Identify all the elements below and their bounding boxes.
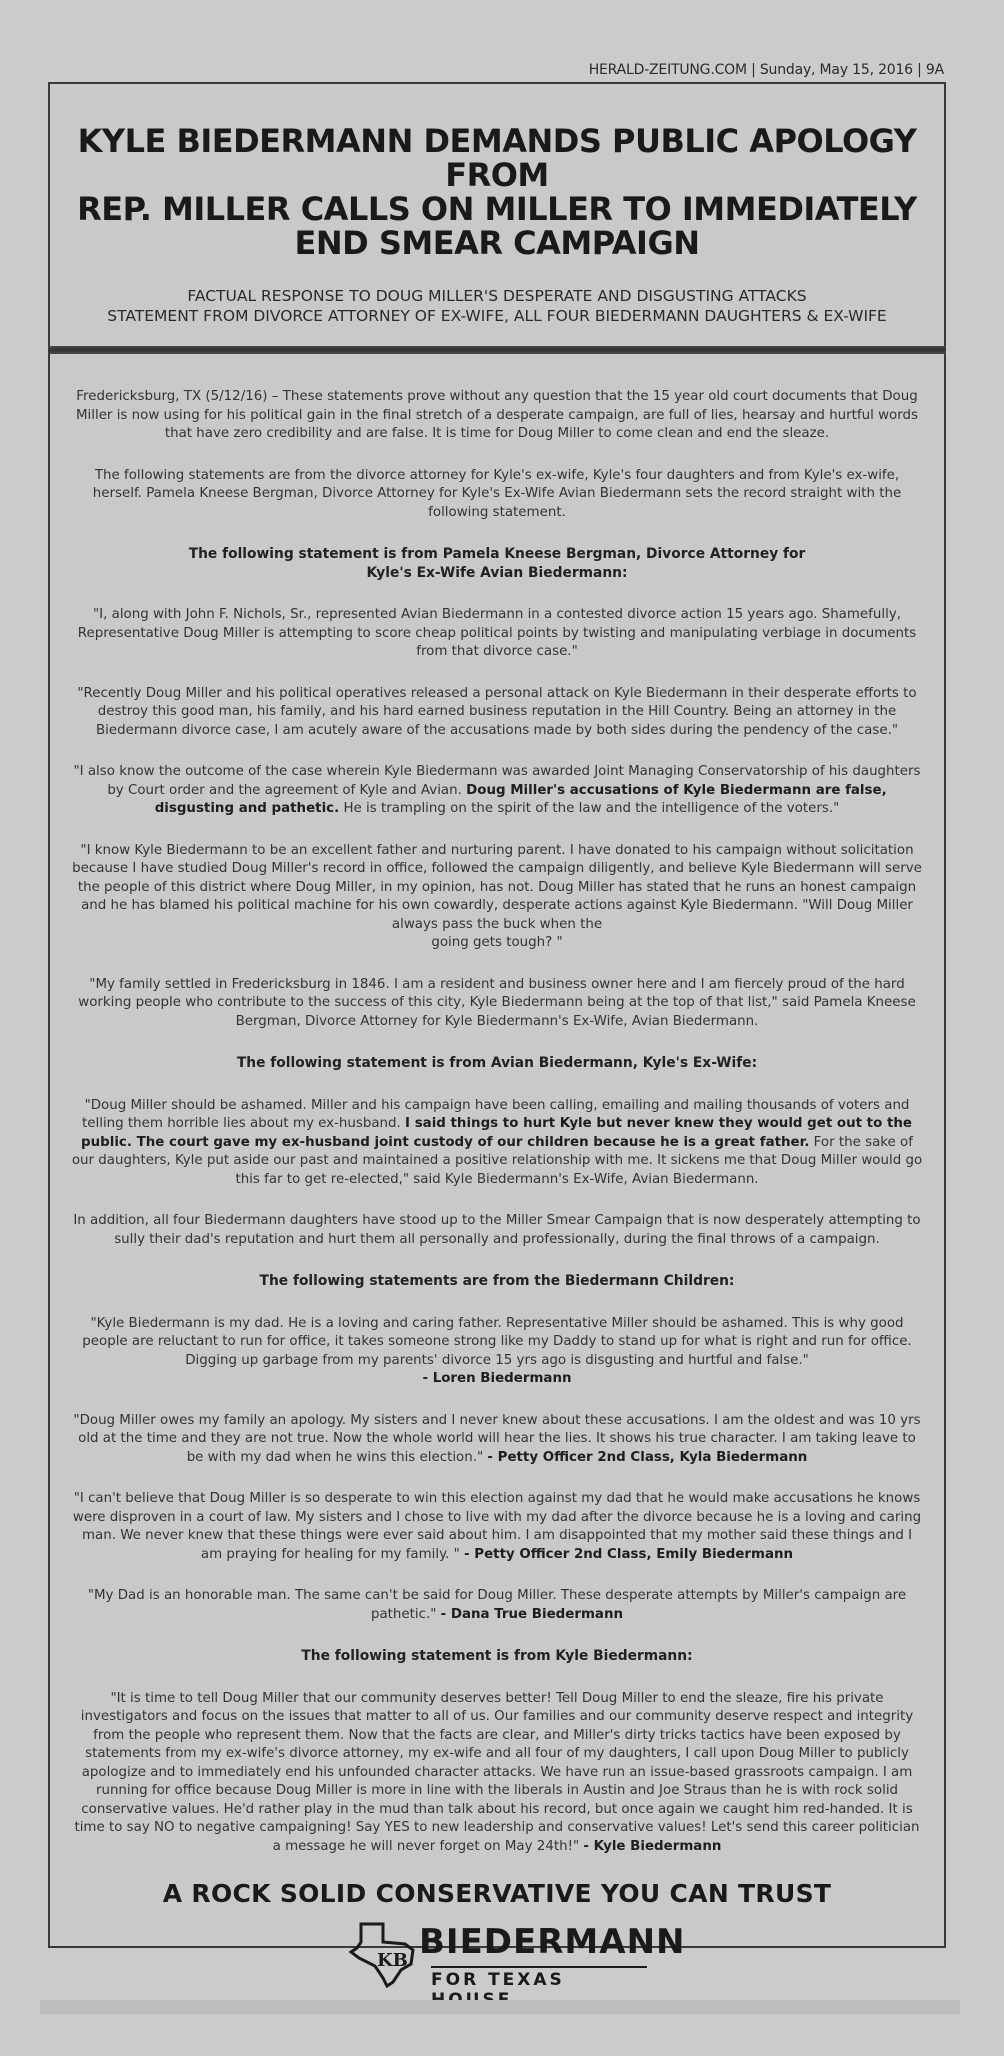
intro-paragraph: Fredericksburg, TX (5/12/16) – These statements prove without any question that the 15 year old court documents that Doug Miller is now using for his political gain in the final stretch of a desperate campaign, are full of lies, hearsay and hurtful words that have zero credibility and are false. It is time for Doug Miller to come clean and end the sleaze. bbox=[75, 389, 918, 441]
daughters-intro: In addition, all four Biedermann daughters have stood up to the Miller Smear Campaign that is now desperately attempting to sully their dad's reputation and hurt them all personally and professionally, during the final throws of a campaign. bbox=[73, 1213, 921, 1247]
section-heading-kyle: The following statement is from Kyle Biedermann: bbox=[301, 1648, 693, 1664]
attorney-quote-1: "I, along with John F. Nichols, Sr., represented Avian Biedermann in a contested divorce action 15 years ago. Shamefully, Representative Doug Miller is attempting to score cheap political points by twisting and manipulating verbiage in documents from that divorce case." bbox=[77, 607, 917, 659]
newspaper-header: HERALD-ZEITUNG.COM | Sunday, May 15, 2016 | 9A bbox=[588, 62, 944, 78]
emily-quote: "I can't believe that Doug Miller is so desperate to win this election against my dad that he would make accusations he knows were disproven in a court of law. My sisters and I chose to live with my dad after the divorce because he is a loving and caring man. We never knew that these things were ever said about him. I am disappointed that my mother said these things and I am praying for healing for my family. " - Petty Officer 2nd Class, Emily Biedermann bbox=[72, 1491, 922, 1562]
attorney-quote-3: "I also know the outcome of the case wherein Kyle Biedermann was awarded Joint Managing Conservatorship of his daughters by Court order and the agreement of Kyle and Avian. Doug Miller's accusations of Kyle Biedermann are false, disgusting and pathetic. He is trampling on the spirit of the law and the intelligence of the voters." bbox=[73, 764, 921, 816]
divider-rule bbox=[48, 346, 946, 354]
exwife-quote: "Doug Miller should be ashamed. Miller and his campaign have been calling, emailing and mailing thousands of voters and telling them horrible lies about my ex-husband. I said things to hurt Kyle but never knew they would get out to the public. The court gave my ex-husband joint custody of our children because he is a great father. For the sake of our daughters, Kyle put aside our past and maintained a positive relationship with me. It sickens me that Doug Miller would go this far to get re-elected," said Kyle Biedermann's Ex-Wife, Avian Biedermann. bbox=[71, 1097, 923, 1187]
loren-quote: "Kyle Biedermann is my dad. He is a loving and caring father. Representative Miller should be ashamed. This is why good people are reluctant to run for office, it takes someone strong like my Daddy to stand up for what is right and run for office. Digging up garbage from my parents' divorce 15 yrs ago is disgusting and hurtful and false." - Loren Biedermann bbox=[82, 1315, 912, 1386]
section-heading-exwife: The following statement is from Avian Biedermann, Kyle's Ex-Wife: bbox=[236, 1055, 758, 1071]
ad-body bbox=[50, 354, 944, 1856]
attorney-quote-4: "I know Kyle Biedermann to be an excellent father and nurturing parent. I have donated to his campaign without solicitation because I have studied Doug Miller's record in office, followed the campaign diligently, and believe Kyle Biedermann will serve the people of this district where Doug Miller, in my opinion, has not. Doug Miller has stated that he runs an honest campaign and he has blamed his political machine for his own cowardly, desperate actions against Kyle Biedermann. "Will Doug Miller always pass the buck when the going gets tough? " bbox=[72, 842, 922, 950]
attorney-quote-5: "My family settled in Fredericksburg in 1846. I am a resident and business owner here and I am fiercely proud of the hard working people who contribute to the success of this city, Kyle Biedermann being at the top of that list," said Pamela Kneese Bergman, Divorce Attorney for Kyle Biedermann's Ex-Wife, Avian Biedermann. bbox=[78, 976, 916, 1029]
tagline: A ROCK SOLID CONSERVATIVE YOU CAN TRUST bbox=[162, 1879, 832, 1908]
ad-headline: KYLE BIEDERMANN DEMANDS PUBLIC APOLOGY FROM REP. MILLER CALLS ON MILLER TO IMMEDIATELY END SMEAR CAMPAIGN bbox=[77, 122, 917, 262]
logo-subtitle: FOR TEXAS bbox=[431, 1966, 647, 2010]
section-heading-attorney: The following statement is from Pamela Kneese Bergman, Divorce Attorney for Kyle's Ex-Wife Avian Biedermann: bbox=[188, 546, 806, 581]
kyla-quote: "Doug Miller owes my family an apology. My sisters and I never knew about these accusations. I am the oldest and was 10 yrs old at the time and they are not true. Now the whole world will hear the lies. It shows his true character. I am taking leave to be with my dad when he wins this election." - Petty Officer 2nd Class, Kyla Biedermann bbox=[73, 1412, 921, 1465]
ad-subhead: FACTUAL RESPONSE TO DOUG MILLER'S DESPERATE AND DISGUSTING ATTACKS STATEMENT FROM DIVORCE ATTORNEY OF EX-WIFE, ALL FOUR BIEDERMANN DAUGHTERS & EX-WIFE bbox=[107, 287, 887, 325]
section-heading-children: The following statements are from the Biedermann Children: bbox=[259, 1273, 735, 1289]
dana-quote: "My Dad is an honorable man. The same can't be said for Doug Miller. These desperate attempts by Miller's campaign are pathetic." - Dana True Biedermann bbox=[87, 1588, 907, 1622]
kyle-quote: "It is time to tell Doug Miller that our community deserves better! Tell Doug Miller to end the sleaze, fire his private investigators and focus on the issues that matter to all of us. Our families and our community deserve respect and integrity from the people who represent them. Now that the facts are clear, and Miller's dirty tricks tactics have been exposed by statements from my ex-wife's divorce attorney, my ex-wife and all four of my daughters, I call upon Doug Miller to publicly apologize and to immediately end his unfounded character attacks. We have run an issue-based grassroots campaign. I am running for office because Doug Miller is more in line with the liberals in Austin and Joe Straus than he is with rock solid conservative values. He'd rather play in the mud than talk about his record, but once again we caught him red-handed. It is time to say NO to negative campaigning! Say YES to new leadership and conservative values! Let's send this career politician a message he will never forget on May 24th!" - Kyle Biedermann bbox=[74, 1690, 920, 1854]
logo-name: BIEDERMANN bbox=[419, 1922, 686, 1962]
context-paragraph: The following statements are from the divorce attorney for Kyle's ex-wife, Kyle's four daughters and from Kyle's ex-wife, herself. Pamela Kneese Bergman, Divorce Attorney for Kyle's Ex-Wife Avian Biedermann sets the record straight with the following statement. bbox=[92, 467, 902, 520]
campaign-logo bbox=[347, 1916, 686, 2006]
page-bottom-band bbox=[40, 2000, 960, 2014]
texas-star-icon bbox=[347, 1920, 421, 1990]
political-ad bbox=[48, 82, 946, 1990]
attorney-quote-2: "Recently Doug Miller and his political operatives released a personal attack on Kyle Biedermann in their desperate efforts to destroy this good man, his family, and his hard earned business reputation in the Hill Country. Being an attorney in the Biedermann divorce case, I am acutely aware of the accusations made by both sides during the pendency of the case." bbox=[77, 685, 917, 738]
logo-initials: KB bbox=[377, 1950, 408, 1971]
